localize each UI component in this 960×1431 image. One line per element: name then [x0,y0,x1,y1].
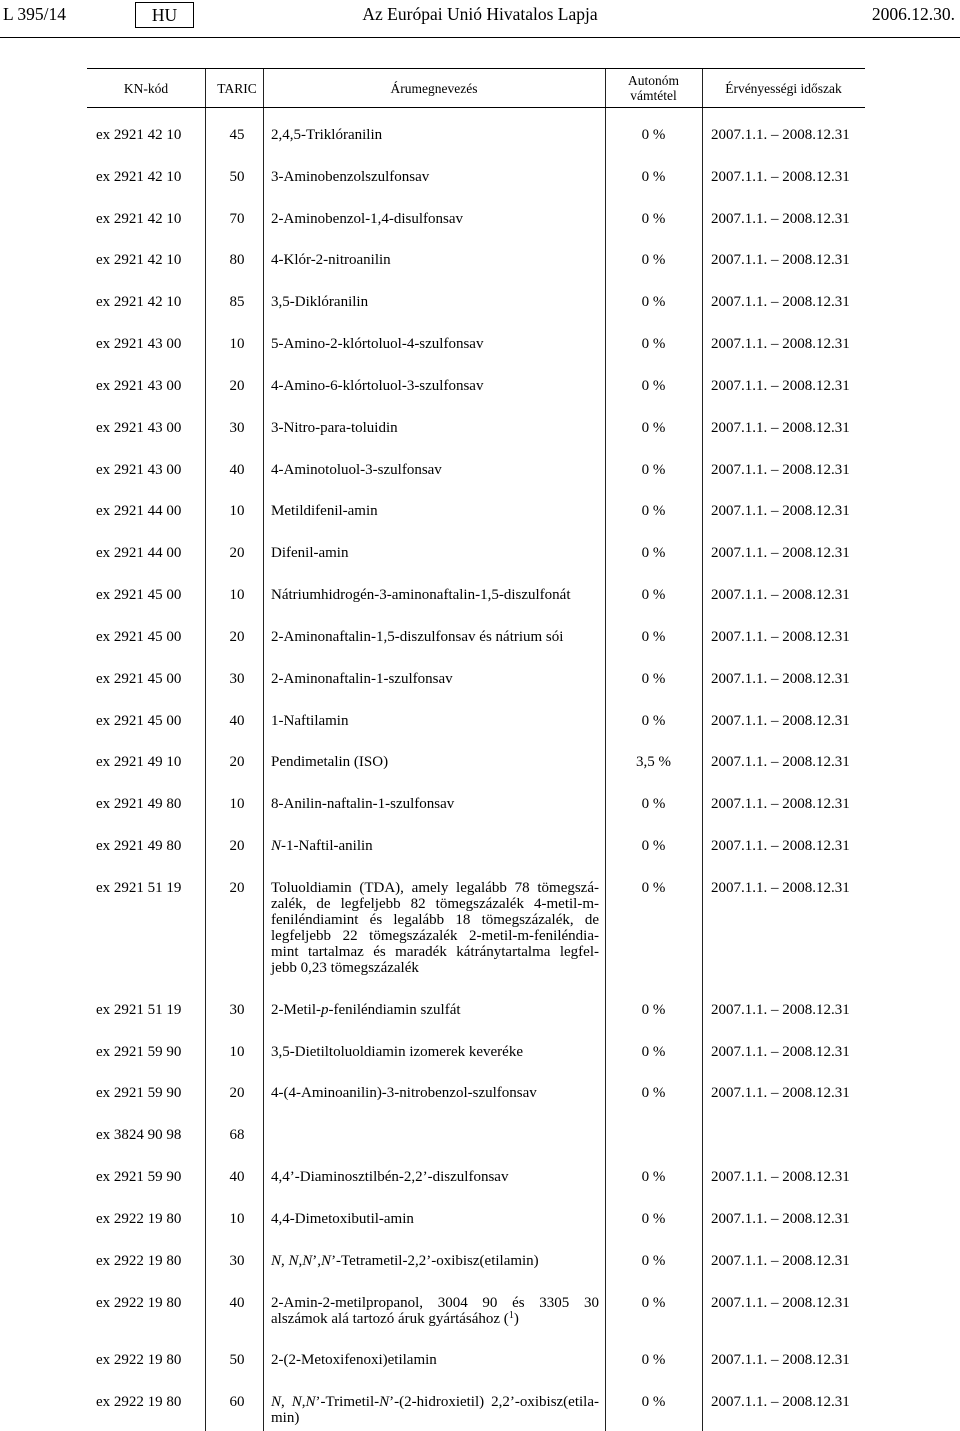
cell-description [263,713,605,729]
cell-description [263,1253,605,1269]
cell-description [263,1127,605,1143]
cell-taric-code: 50 [229,168,245,185]
publication-date: 2006.12.30. [871,4,955,24]
cell-rate: 0 % [641,503,666,520]
cell-taric-code: 70 [229,210,245,227]
table-header [87,68,865,108]
cell-taric-code: 20 [229,879,245,896]
description-line: Metildifenil-amin [271,503,378,520]
cell-description [263,629,605,645]
description-line [271,1253,599,1269]
cell-period: 2007.1.1. – 2008.12.31 [711,461,850,478]
table-row [87,616,865,658]
cell-period: 2007.1.1. – 2008.12.31 [711,419,850,436]
cell-kn-code: ex 2921 49 80 [96,838,182,855]
table-row [87,1198,865,1240]
cell-rate: 0 % [641,294,666,311]
description-line: 4-Amino-6-klórtoluol-3-szulfonsav [271,377,484,394]
description-line: 3-Aminobenzolszulfonsav [271,168,430,185]
cell-kn-code: ex 2922 19 80 [96,1352,182,1369]
cell-description [263,880,605,976]
cell-description [263,1044,605,1060]
cell-rate: 0 % [641,461,666,478]
cell-kn-code: ex 2921 45 00 [96,628,182,645]
description-line [271,1394,599,1410]
description-segment: N [271,1252,282,1269]
description-line: 8-Anilin-naftalin-1-szulfonsav [271,796,455,813]
cell-taric-code: 85 [229,294,245,311]
cell-rate: 0 % [641,545,666,562]
description-segment: N [271,1394,282,1411]
table-row [87,574,865,616]
cell-period: 2007.1.1. – 2008.12.31 [711,1294,850,1311]
table-row [87,1031,865,1073]
cell-period: 2007.1.1. – 2008.12.31 [711,754,850,771]
table-row [87,407,865,449]
description-line: legfeljebb 22 tömegszázalék 2-metil-m-feniléndia- [271,927,599,944]
cell-description [263,336,605,352]
description-segment: alszámok alá tartozó áruk gyártásához ( [271,1310,509,1327]
cell-kn-code: ex 2921 42 10 [96,294,182,311]
cell-description [263,545,605,561]
cell-period: 2007.1.1. – 2008.12.31 [711,127,850,143]
cell-kn-code: ex 2921 42 10 [96,168,182,185]
description-segment: N [271,838,282,855]
cell-taric-code: 40 [229,1169,245,1186]
journal-title: Az Európai Unió Hivatalos Lapja [362,4,598,24]
table-body [87,108,865,1426]
description-segment: ’, [312,1252,322,1269]
cell-taric-code: 30 [229,670,245,687]
page-header [0,0,960,38]
column-header-taric [205,69,263,107]
description-line: 1-Naftilamin [271,712,349,729]
description-segment: , [301,1394,306,1411]
cell-rate: 0 % [641,419,666,436]
cell-description [263,1169,605,1185]
description-line: Pendimetalin (ISO) [271,754,389,771]
page-reference: L 395/14 [3,4,67,24]
cell-kn-code: ex 2921 59 90 [96,1043,182,1060]
cell-taric-code: 10 [229,1043,245,1060]
description-segment: ’-(2-hidroxietil) 2,2’-oxibisz(etila- [389,1394,599,1411]
cell-description [263,378,605,394]
description-line: Nátriumhidrogén-3-aminonaftalin-1,5-diszulfonát [271,587,571,604]
description-line [271,1311,599,1327]
cell-taric-code: 40 [229,712,245,729]
description-line: Difenil-amin [271,545,349,562]
cell-period: 2007.1.1. – 2008.12.31 [711,1169,850,1186]
cell-kn-code: ex 2921 45 00 [96,587,182,604]
cell-description [263,294,605,310]
cell-kn-code: ex 2921 42 10 [96,210,182,227]
cell-taric-code: 20 [229,628,245,645]
description-line [271,838,599,854]
cell-taric-code: 20 [229,545,245,562]
column-header-description [263,69,605,107]
cell-kn-code: ex 2921 43 00 [96,377,182,394]
cell-rate: 0 % [641,670,666,687]
cell-period: 2007.1.1. – 2008.12.31 [711,545,850,562]
table-row [87,658,865,700]
column-header-label: Érvényességi időszak [725,80,842,96]
table-row [87,989,865,1031]
cell-taric-code: 30 [229,1252,245,1269]
description-segment: N [302,1252,313,1269]
description-line [271,1002,599,1018]
description-segment: p [321,1001,329,1018]
cell-rate: 0 % [641,879,666,896]
cell-description [263,754,605,770]
cell-kn-code: ex 2921 49 80 [96,796,182,813]
description-line: mint tartalmaz és maradék kátránytartalma legfel- [271,943,599,960]
cell-kn-code: ex 2921 42 10 [96,252,182,269]
cell-description [263,1211,605,1227]
cell-rate: 0 % [641,1294,666,1311]
description-line: 2-Aminonaftalin-1-szulfonsav [271,670,453,687]
tariff-table [87,68,865,1426]
cell-period: 2007.1.1. – 2008.12.31 [711,336,850,353]
cell-description [263,127,605,143]
table-row [87,1339,865,1381]
description-line: min) [271,1410,300,1427]
cell-description [263,1394,605,1426]
cell-taric-code: 60 [229,1394,245,1411]
cell-description [263,252,605,268]
cell-kn-code: ex 3824 90 98 [96,1127,182,1144]
cell-kn-code: ex 2922 19 80 [96,1294,182,1311]
description-line: 2,4,5-Triklóranilin [271,127,383,143]
description-segment: -1-Naftil-anilin [281,838,373,855]
cell-kn-code: ex 2921 43 00 [96,419,182,436]
cell-rate: 0 % [641,336,666,353]
column-header-label: Autonóm [627,73,679,88]
cell-taric-code: 10 [229,587,245,604]
cell-period: 2007.1.1. – 2008.12.31 [711,587,850,604]
language-badge: HU [135,2,194,28]
table-row [87,156,865,198]
cell-description [263,420,605,436]
description-line: 2-Aminobenzol-1,4-disulfonsav [271,210,464,227]
cell-period: 2007.1.1. – 2008.12.31 [711,1252,850,1269]
cell-period: 2007.1.1. – 2008.12.31 [711,294,850,311]
cell-kn-code: ex 2921 49 10 [96,754,182,771]
table-row [87,825,865,867]
cell-description [263,1352,605,1368]
cell-kn-code: ex 2921 51 19 [96,879,182,896]
cell-taric-code: 80 [229,252,245,269]
description-line: 4-Klór-2-nitroanilin [271,252,391,269]
description-line: zalék, de legfeljebb 82 tömegszázalék 4-metil-m- [271,895,599,912]
cell-taric-code: 68 [229,1127,245,1144]
cell-taric-code: 20 [229,1085,245,1102]
description-segment: N [321,1252,332,1269]
description-segment: ’-Trimetil- [315,1394,380,1411]
table-row [87,1381,865,1426]
table-row [87,1114,865,1156]
cell-rate: 0 % [641,587,666,604]
cell-taric-code: 50 [229,1352,245,1369]
cell-kn-code: ex 2922 19 80 [96,1394,182,1411]
description-line: 2-Amin-2-metilpropanol, 3004 90 és 3305 30 [271,1294,599,1311]
description-line: 3,5-Dietiltoluoldiamin izomerek keveréke [271,1043,523,1060]
cell-kn-code: ex 2921 51 19 [96,1001,182,1018]
cell-period [702,1127,865,1143]
cell-period: 2007.1.1. – 2008.12.31 [711,1352,850,1369]
description-line: 2-Aminonaftalin-1,5-diszulfonsav és nátrium sói [271,628,564,645]
footnote-ref: 1 [508,1309,514,1321]
cell-period: 2007.1.1. – 2008.12.31 [711,503,850,520]
cell-description [263,169,605,185]
cell-taric-code: 20 [229,838,245,855]
cell-period: 2007.1.1. – 2008.12.31 [711,838,850,855]
column-header-period [702,69,865,107]
description-segment: ’-Tetrametil-2,2’-oxibisz(etilamin) [331,1252,539,1269]
table-row [87,1240,865,1282]
table-row [87,867,865,989]
cell-rate [605,1127,702,1143]
column-header-label: KN-kód [123,80,169,96]
cell-kn-code: ex 2921 59 90 [96,1169,182,1186]
cell-rate: 0 % [641,796,666,813]
cell-rate: 0 % [641,1210,666,1227]
description-segment: , [298,1252,303,1269]
table-row [87,1156,865,1198]
table-row [87,449,865,491]
description-line: 3-Nitro-para-toluidin [271,419,398,436]
description-line: 4-Aminotoluol-3-szulfonsav [271,461,442,478]
cell-kn-code: ex 2921 42 10 [96,127,182,143]
table-row [87,198,865,240]
cell-rate: 0 % [641,127,666,143]
description-segment: , [281,1252,289,1269]
cell-period: 2007.1.1. – 2008.12.31 [711,252,850,269]
cell-rate: 0 % [641,1169,666,1186]
cell-kn-code: ex 2922 19 80 [96,1252,182,1269]
cell-period: 2007.1.1. – 2008.12.31 [711,1394,850,1411]
description-line: 5-Amino-2-klórtoluol-4-szulfonsav [271,336,484,353]
table-row [87,1072,865,1114]
description-line: feniléndiamint és legalább 18 tömegszázalék, de [271,911,599,928]
column-header-label: Árumegnevezés [390,80,478,96]
description-line: jebb 0,23 tömegszázalék [271,959,419,976]
cell-kn-code: ex 2921 43 00 [96,461,182,478]
cell-rate: 0 % [641,1085,666,1102]
cell-description [263,671,605,687]
cell-taric-code: 30 [229,419,245,436]
cell-description [263,1085,605,1101]
description-segment: -feniléndiamin szulfát [328,1001,461,1018]
cell-description [263,211,605,227]
description-line: Toluoldiamin (TDA), amely legalább 78 tömegszá- [271,879,599,896]
cell-period: 2007.1.1. – 2008.12.31 [711,1001,850,1018]
description-segment: N [305,1394,316,1411]
table-row [87,281,865,323]
cell-rate: 0 % [641,1043,666,1060]
cell-description [263,462,605,478]
table-row [87,323,865,365]
cell-description [263,1295,605,1327]
cell-taric-code: 20 [229,754,245,771]
cell-description [263,796,605,812]
table-row [87,239,865,281]
cell-period: 2007.1.1. – 2008.12.31 [711,1085,850,1102]
cell-description [263,1002,605,1018]
cell-rate: 0 % [641,1001,666,1018]
cell-kn-code: ex 2922 19 80 [96,1210,182,1227]
description-line: 2-(2-Metoxifenoxi)etilamin [271,1352,437,1369]
description-line: 4,4’-Diaminosztilbén-2,2’-diszulfonsav [271,1169,509,1186]
cell-period: 2007.1.1. – 2008.12.31 [711,377,850,394]
column-header-label: TARIC [217,80,257,96]
table-row [87,783,865,825]
cell-description [263,838,605,854]
cell-taric-code: 45 [229,127,245,143]
cell-kn-code: ex 2921 59 90 [96,1085,182,1102]
cell-rate: 0 % [641,377,666,394]
cell-period: 2007.1.1. – 2008.12.31 [711,210,850,227]
cell-taric-code: 10 [229,796,245,813]
cell-period: 2007.1.1. – 2008.12.31 [711,796,850,813]
cell-taric-code: 10 [229,1210,245,1227]
cell-rate: 0 % [641,712,666,729]
description-segment: ) [513,1310,519,1327]
cell-taric-code: 40 [229,461,245,478]
cell-taric-code: 10 [229,503,245,520]
cell-rate: 0 % [641,210,666,227]
cell-kn-code: ex 2921 44 00 [96,503,182,520]
cell-taric-code: 10 [229,336,245,353]
table-row [87,365,865,407]
cell-taric-code: 30 [229,1001,245,1018]
cell-kn-code: ex 2921 44 00 [96,545,182,562]
cell-rate: 0 % [641,252,666,269]
table-row [87,700,865,742]
cell-rate: 0 % [641,838,666,855]
cell-description [263,587,605,603]
table-row [87,741,865,783]
description-segment: , [281,1394,292,1411]
column-header-rate [605,69,702,107]
cell-period: 2007.1.1. – 2008.12.31 [711,1043,850,1060]
cell-kn-code: ex 2921 45 00 [96,712,182,729]
column-header-kn-code [87,69,205,107]
table-row [87,490,865,532]
column-header-label: vámtétel [630,88,677,103]
cell-period: 2007.1.1. – 2008.12.31 [711,628,850,645]
description-segment: N [379,1394,390,1411]
cell-period: 2007.1.1. – 2008.12.31 [711,712,850,729]
cell-rate: 0 % [641,1394,666,1411]
cell-taric-code: 20 [229,377,245,394]
description-line: 3,5-Diklóranilin [271,294,369,311]
cell-period: 2007.1.1. – 2008.12.31 [711,168,850,185]
cell-rate: 3,5 % [636,754,671,771]
description-segment: N [288,1252,299,1269]
cell-period: 2007.1.1. – 2008.12.31 [711,1210,850,1227]
cell-description [263,503,605,519]
cell-rate: 0 % [641,168,666,185]
table-row [87,114,865,156]
description-segment: N [291,1394,302,1411]
description-segment: 2-Metil- [271,1001,321,1018]
cell-rate: 0 % [641,1252,666,1269]
table-row [87,532,865,574]
cell-rate: 0 % [641,1352,666,1369]
table-row [87,1282,865,1340]
cell-period: 2007.1.1. – 2008.12.31 [711,670,850,687]
cell-kn-code: ex 2921 43 00 [96,336,182,353]
cell-period: 2007.1.1. – 2008.12.31 [711,879,850,896]
description-line: 4-(4-Aminoanilin)-3-nitrobenzol-szulfonsav [271,1085,537,1102]
description-line: 4,4-Dimetoxibutil-amin [271,1210,414,1227]
cell-rate: 0 % [641,628,666,645]
cell-kn-code: ex 2921 45 00 [96,670,182,687]
cell-taric-code: 40 [229,1294,245,1311]
